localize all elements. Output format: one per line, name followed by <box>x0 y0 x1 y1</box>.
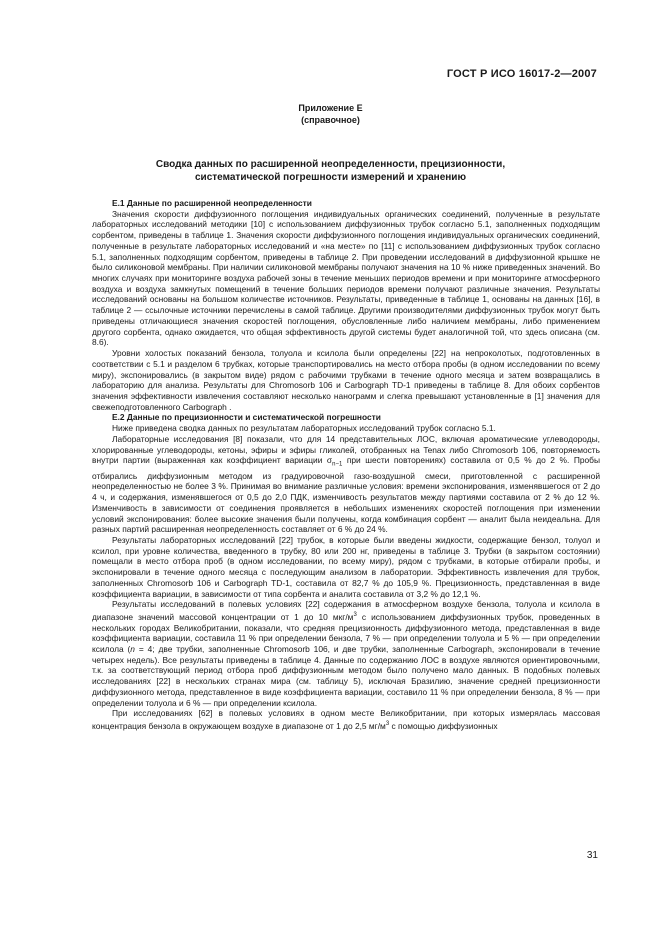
paragraph-text: при шести повторениях) составила от 0,5 % до 2 %. Пробы отбирались диффузионным методом из градуировочной газо-воздушной смеси, приготовленной с расширенной неопределенностью не более 3 %. Принимая во внимание различные условия: времени экспонирования, изменявшегося от 2 до 4 ч, и содержания, изменявшегося от 0,5 до 2,0 ПДК, изменчивость результатов между партиями составила от 2 % до 12 %. Изменчивость в зависимости от соединения проявляется в небольших изменениях скоростей поглощения при изменении условий экспонирования: более высокие значения были получены, когда комбинация сорбент — аналит была неидеальна. Для разных партий расширенная неопределенность составляет от 6 % до 24 %. <box>92 455 600 535</box>
italic-n: n <box>130 643 135 654</box>
section-2-paragraph-2 <box>92 434 600 535</box>
paragraph-text: = 4; две трубки, заполненные Chromosorb 106, и две трубки, заполненные Carbograph, экспонировали в течение четырех недель). Все результаты приведены в таблице 4. Данные по содержанию ЛОС в воздухе являются ориентировочными, т.к. за соответствующий период отбора проб диффузионным методом было получено мало данных. В подобных полевых исследованиях [22] в нескольких странах мира (см. таблицу 5), исключая Бразилию, значение средней прецизионности диффузионного метода, представленное в виде коэффициента вариации, составило 11 % при определении бензола, 8 % — при определении толуола и 6 % — при определении ксилола. <box>92 643 600 708</box>
section-2-paragraph-5 <box>92 708 600 731</box>
paragraph-text: Результаты исследований в полевых условиях [22] содержания в атмосферном воздухе бензола, толуола и ксилола в диапазоне значений массовой концентрации от 1 до 10 мкг/м <box>92 599 600 622</box>
appendix-heading <box>0 102 661 126</box>
appendix-label: Приложение Е <box>298 103 363 113</box>
sigma-subscript: n−1 <box>332 461 343 468</box>
paragraph-text: с помощью диффузионных <box>389 720 498 731</box>
annex-title <box>0 159 661 184</box>
section-2-paragraph-4 <box>92 599 600 708</box>
annex-title-line-1: Сводка данных по расширенной неопределенности, прецизионности, <box>155 159 506 170</box>
section-1-paragraph-1: Значения скорости диффузионного поглощения индивидуальных органических соединений, полученные в результате лабораторных исследований методики [10] с использованием диффузионных трубок согласно 5.1, заполненных подходящим сорбентом, приведены в таблице 1. Значения скорости диффузионного поглощения индивидуальных органических соединений, полученные в результате лабораторных исследований и «на месте» по [11] с использованием диффузионных трубок согласно 5.1, заполненных подходящим сорбентом, приведены в таблице 2. При проведении исследований в диффузионной крышке не было силиконовой мембраны. При наличии силиконовой мембраны получают значения на 10 % ниже приведенных значений. Во многих случаях при мониторинге воздуха рабочей зоны в течение меньших периодов времени и при мониторинге атмосферного воздуха и воздуха замкнутых помещений в течение больших периодов времени получают различные значения. Результаты исследований основаны на большом количестве источников. Результаты, приведенные в таблице 1, основаны на данных [16], в таблице 2 — ссылочные источники перечислены в самой таблице. Другими производителями диффузионных трубок могут быть приведены отличающиеся значения скоростей поглощения, обусловленные либо наличием мембраны, либо применением другого сорбента, однако ожидается, что общая эффективность другой системы будет аналогичной той, что здесь описана (см. 8.6). <box>92 208 600 348</box>
document-body <box>92 198 600 731</box>
section-2-paragraph-3: Результаты лабораторных исследований [22] трубок, в которые были введены жидкости, содержащие бензол, толуол и ксилол, при уровне количества, введенного в трубку, 80 или 200 нг, приведены в таблице 3. Трубки (в закрытом состоянии) помещали в место отбора проб (в одном исследовании, по всему миру), рядом с трубками, в которые отбирали пробы, и экспонировали в течение одного месяца с последующим анализом в лаборатории. Эффективность извлечения для трубок, заполненных Chromosorb 106 и Carbograph TD-1, составила от 82,7 % до 105,9 %. Прецизионность, представленная в виде коэффициента вариации, в зависимости от типа сорбента и аналита составила от 3,2 % до 12,1 %. <box>92 534 600 599</box>
appendix-type: (справочное) <box>301 115 360 125</box>
paragraph-text: Лабораторные исследования [8] показали, что для 14 представительных ЛОС, включая ароматические углеводороды, хлорированные углеводороды, кетоны, эфиры и эфиры гликолей, отобранных на Tenax либо Chromosorb 106, повторяемость внутри партии (выраженная как коэффициент вариации σ <box>92 433 600 466</box>
document-code: ГОСТ Р ИСО 16017-2—2007 <box>446 68 597 80</box>
section-2-paragraph-1: Ниже приведена сводка данных по результатам лабораторных исследований трубок согласно 5.1. <box>112 423 496 434</box>
section-1-paragraph-2: Уровни холостых показаний бензола, толуола и ксилола были определены [22] на непроколотых, подготовленных в соответствии с 5.1 и разделом 6 трубках, которые транспортировались на место отбора пробы (в одном исследовании по всему миру), экспонировались (в закрытом виде) рядом с рабочими трубками в течение одного месяца и затем возвращались в лабораторию для анализа. Результаты для Chromosorb 106 и Carbograph TD-1 приведены в таблице 8. Для обоих сорбентов значения эффективности извлечения составляют несколько нанограмм и слегка превышают установленные в [1] значения для свежеподготовленного Carbograph . <box>92 348 600 412</box>
unit-superscript: 3 <box>385 720 390 727</box>
unit-superscript: 3 <box>353 611 357 618</box>
page-number: 31 <box>586 850 598 861</box>
paragraph-text: с использованием диффузионных трубок, проведенных в нескольких городах Великобритании, показали, что средняя прецизионность диффузионного метода, представленная в виде коэффициента вариации, составила 11 % при определении бензола, 7 % — при определении толуола и 5 % — при определении ксилола ( <box>92 611 600 654</box>
section-1-heading: Е.1 Данные по расширенной неопределенности <box>112 198 312 208</box>
annex-title-line-2: систематической погрешности измерений и хранению <box>195 171 466 183</box>
section-2-heading: Е.2 Данные по прецизионности и систематической погрешности <box>112 412 381 423</box>
paragraph-text: При исследованиях [62] в полевых условиях в одном месте Великобритании, при которых измерялась массовая концентрация бензола в окружающем воздухе в диапазоне от 1 до 2,5 мг/м <box>92 708 600 731</box>
